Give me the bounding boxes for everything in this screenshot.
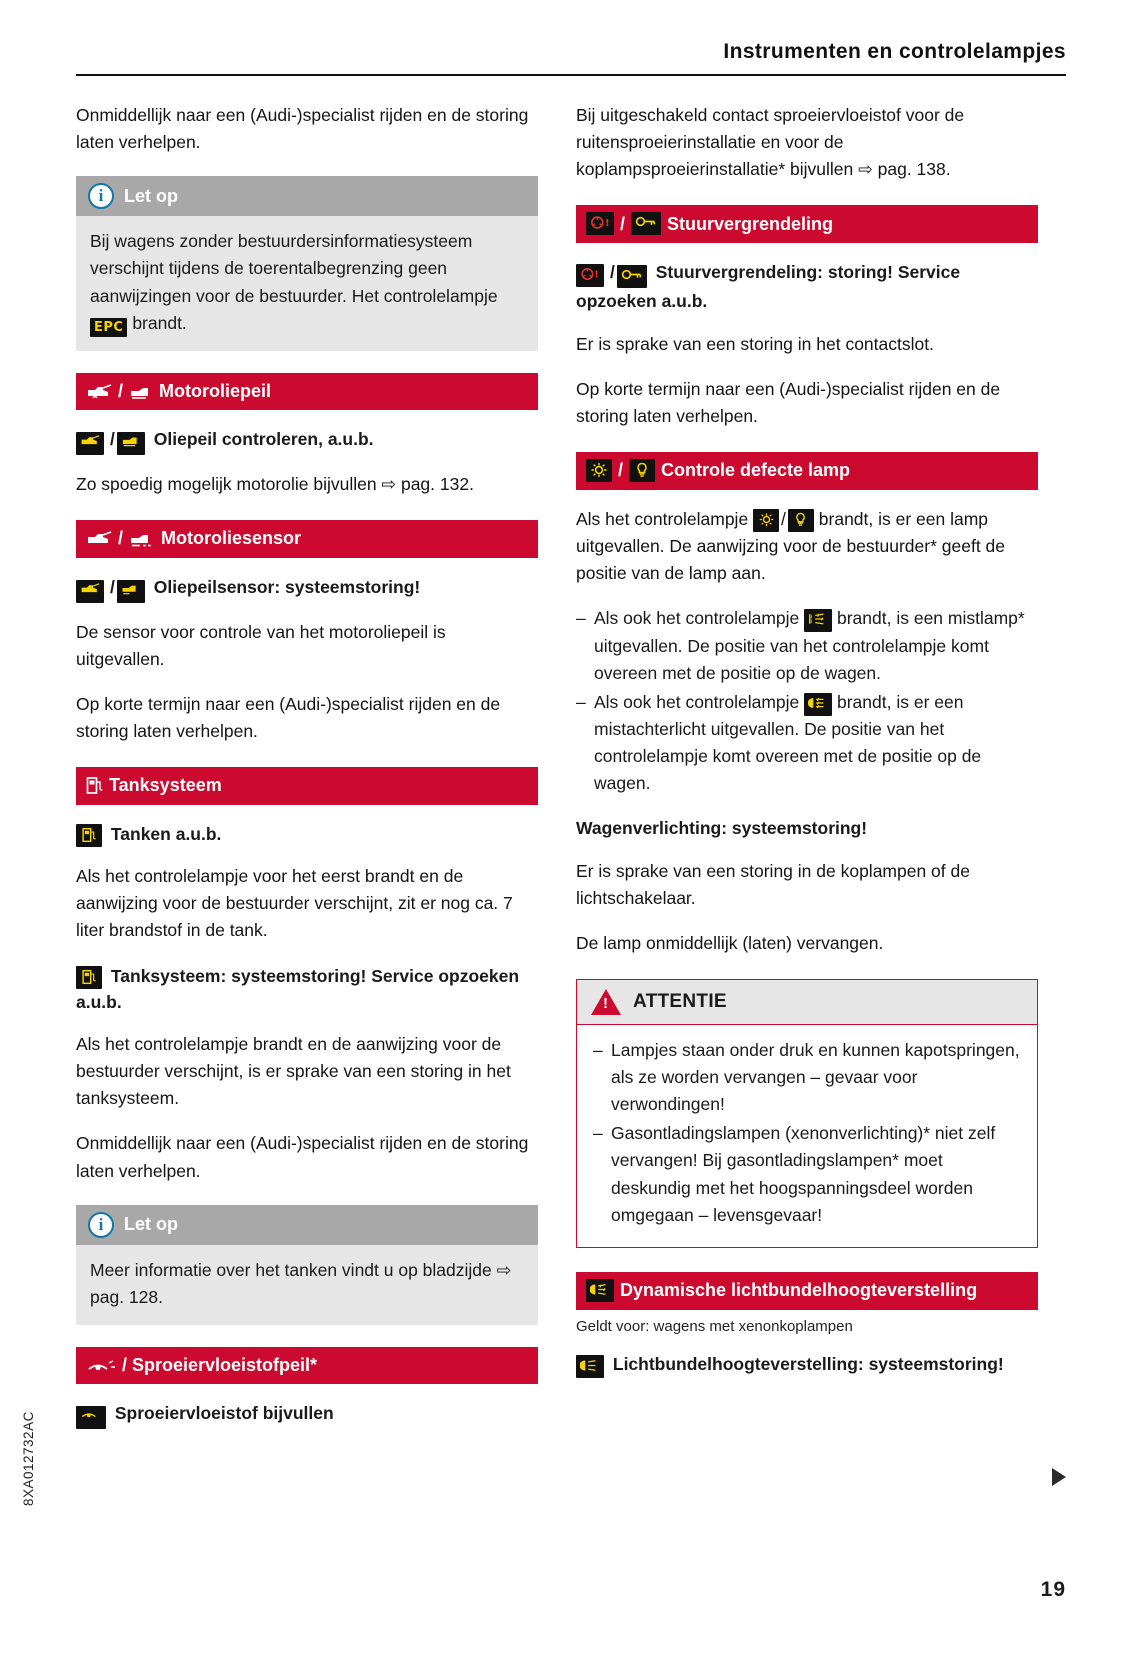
- section-bar-oil-sensor: [76, 520, 538, 558]
- attention-box: [576, 979, 1038, 1248]
- list-item: [576, 605, 1038, 686]
- subhead-vehicle-lighting-fault: Wagenverlichting: systeemstoring!: [576, 818, 868, 839]
- document-code: 8XA012732AC: [21, 1411, 36, 1506]
- left-intro-paragraph: Onmiddellijk naar een (Audi-)specialist rijden en de storing laten verhelpen.: [76, 105, 529, 153]
- section-bar-washer-fluid-title: / Sproeiervloeistofpeil*: [122, 1354, 318, 1375]
- section-bar-fuel-system: [76, 767, 538, 805]
- subhead-refuel-text: Tanken a.u.b.: [110, 823, 222, 844]
- fuel-pump-icon: [86, 774, 103, 797]
- subhead-headlight-range-fault: [576, 1351, 1038, 1378]
- subhead-washer-refill-text: Sproeiervloeistof bijvullen: [114, 1403, 334, 1424]
- paragraph-fuel-1: Als het controlelampje voor het eerst brandt en de aanwijzing voor de bestuurder verschijnt, zit er nog ca. 7 liter brandstof in de tank.: [76, 866, 513, 941]
- attention-box-label: ATTENTIE: [633, 990, 727, 1012]
- subhead-steering-lock-fault: ! / Stuurvergrendeling: storing! Service opzoeken a.u.b.: [576, 262, 961, 312]
- oil-level-icon: [129, 380, 153, 403]
- steering-lock-icon: [586, 212, 614, 235]
- paragraph-oil-sensor-2: Op korte termijn naar een (Audi-)specialist rijden en de storing laten verhelpen.: [76, 694, 501, 742]
- subhead-headlight-range-fault-text: Lichtbundelhoogteverstelling: systeemstoring!: [612, 1353, 1004, 1374]
- list-item: – Gasontladingslampen (xenonverlichting)* niet zelf vervangen! Bij gasontladingslampen* moet deskundig met het hoogspanningsdeel worden omgegaan – levensgevaar!: [593, 1120, 1021, 1229]
- key-icon: [631, 212, 661, 235]
- svg-text:!: !: [605, 218, 610, 230]
- attention-box-body: [577, 1025, 1037, 1247]
- right-column: [576, 102, 1038, 1445]
- bullet-rearfog-a: Als ook het controlelampje: [594, 691, 805, 712]
- subhead-fuel-fault: [76, 963, 538, 1016]
- section-bar-engine-oil-level-title: Motoroliepeil: [159, 380, 272, 401]
- section-bar-steering-lock: [576, 205, 1038, 243]
- bulb-failure-icon: [586, 459, 612, 482]
- oil-can-icon: [86, 527, 112, 550]
- list-item: [576, 689, 1038, 798]
- note-box-1-label: Let op: [124, 185, 178, 206]
- subhead-check-oil-level: / Oliepeil controleren, a.u.b.: [76, 426, 538, 455]
- paragraph-steering-lock-2: Op korte termijn naar een (Audi-)specialist rijden en de storing laten verhelpen.: [576, 378, 1001, 426]
- section-bar-headlight-range-title: Dynamische lichtbundelhoogteverstelling: [620, 1280, 978, 1300]
- bulb-icon: [629, 459, 655, 482]
- page-number: 19: [1040, 1578, 1066, 1601]
- paragraph-bulb-1-a: Als het controlelampje: [576, 509, 754, 529]
- attention-box-header: [577, 980, 1037, 1025]
- steering-lock-icon-inline: [576, 264, 604, 287]
- section-bar-steering-lock-title: Stuurvergrendeling: [667, 213, 834, 234]
- info-icon: i: [88, 1212, 114, 1238]
- paragraph-lighting-3: De lamp onmiddellijk (laten) vervangen.: [576, 932, 884, 953]
- section-bar-engine-oil-level: [76, 373, 538, 411]
- rear-fog-lamp-icon: [804, 693, 832, 716]
- subhead-refuel: [76, 821, 538, 847]
- section-bar-oil-sensor-sep: /: [118, 528, 124, 549]
- epc-badge-icon: EPC: [90, 318, 127, 337]
- subhead-washer-refill: [76, 1400, 538, 1429]
- applies-to-note: Geldt voor: wagens met xenonkoplampen: [576, 1317, 853, 1335]
- two-column-body: [76, 102, 1066, 1445]
- paragraph-bulb-1-b: brandt, is er een lamp uitgevallen. De aanwijzing voor de bestuurder* geeft de positie van de lamp aan.: [576, 509, 1006, 584]
- bulb-icon-inline: [788, 509, 814, 532]
- section-bar-engine-oil-level-sep: /: [118, 380, 124, 401]
- paragraph-oil-refill: Zo spoedig mogelijk motorolie bijvullen ⇨ pag. 132.: [76, 474, 474, 495]
- subhead-oil-sensor-fault-text: Oliepeilsensor: systeemstoring!: [153, 576, 421, 597]
- svg-text:!: !: [594, 269, 599, 281]
- headlight-range-icon-inline: [576, 1355, 604, 1378]
- washer-fluid-icon-inline: [76, 1406, 106, 1429]
- section-bar-bulb-failure-sep: /: [618, 460, 624, 481]
- note-box-1: [76, 176, 538, 351]
- bulb-failure-icon-inline: [753, 509, 779, 532]
- note-box-2-body: Meer informatie over het tanken vindt u op bladzijde ⇨ pag. 128.: [76, 1245, 538, 1325]
- oil-can-icon-inline: [76, 432, 104, 455]
- section-bar-bulb-failure-title: Controle defecte lamp: [661, 460, 851, 481]
- section-bar-bulb-failure: [576, 452, 1038, 490]
- bullet-fog-a: Als ook het controlelampje: [594, 608, 805, 629]
- section-bar-washer-fluid: [76, 1347, 538, 1385]
- right-intro-paragraph: Bij uitgeschakeld contact sproeiervloeistof voor de ruitensproeierinstallatie en voor de koplampsproeierinstallatie* bijvullen ⇨ pag. 138.: [576, 105, 965, 180]
- paragraph-bulb-1: Als het controlelampje / brandt, is er een lamp uitgevallen. De aanwijzing voor de bestuurder* geeft de positie van de lamp aan.: [576, 509, 1006, 584]
- section-bar-headlight-range: [576, 1272, 1038, 1310]
- paragraph-oil-sensor-1: De sensor voor controle van het motoroliepeil is uitgevallen.: [76, 621, 446, 669]
- fog-lamp-icon: [804, 609, 832, 632]
- oil-level-icon-inline: [117, 432, 145, 455]
- oil-sensor-icon-inline: [117, 580, 145, 603]
- list-item: – Lampjes staan onder druk en kunnen kapotspringen, als ze worden vervangen – gevaar voor verwondingen!: [593, 1037, 1021, 1118]
- section-bar-fuel-system-title: Tanksysteem: [109, 775, 222, 796]
- subhead-check-oil-level-text: Oliepeil controleren, a.u.b.: [153, 429, 374, 450]
- oil-sensor-icon: [129, 527, 155, 550]
- paragraph-lighting-2: Er is sprake van een storing in de koplampen of de lichtschakelaar.: [576, 860, 970, 908]
- paragraph-fuel-2: Als het controlelampje brandt en de aanwijzing voor de bestuurder verschijnt, is er sprake van een storing in het tanksysteem.: [76, 1034, 511, 1109]
- section-bar-oil-sensor-title: Motoroliesensor: [161, 528, 302, 549]
- page-header: Instrumenten en controlelampjes: [76, 40, 1066, 76]
- left-column: [76, 102, 538, 1445]
- fuel-pump-icon-inline: [76, 824, 102, 847]
- subhead-fuel-fault-text: Tanksysteem: systeemstoring! Service opzoeken a.u.b.: [76, 965, 520, 1012]
- note-box-1-text-b: brandt.: [127, 312, 187, 333]
- oil-can-icon-inline: [76, 580, 104, 603]
- continue-arrow-icon: [1052, 1468, 1066, 1486]
- bullet-rearfog-b: brandt, is er een mistachterlicht uitgevallen. De positie van het controlelampje komt overeen met de positie op de wagen.: [594, 691, 982, 794]
- subhead-oil-sensor-fault: / Oliepeilsensor: systeemstoring!: [76, 574, 538, 603]
- bullet-fog-b: brandt, is een mistlamp* uitgevallen. De positie van het controlelampje komt overeen met de positie op de wagen.: [594, 608, 1025, 683]
- note-box-2-header: [76, 1205, 538, 1245]
- note-box-2: [76, 1205, 538, 1325]
- attention-list: [593, 1037, 1021, 1229]
- fuel-pump-icon-inline: [76, 966, 102, 989]
- note-box-1-header: [76, 176, 538, 216]
- paragraph-fuel-3: Onmiddellijk naar een (Audi-)specialist rijden en de storing laten verhelpen.: [76, 1133, 529, 1181]
- note-box-1-body: [76, 216, 538, 351]
- subhead-steering-lock-fault-text: Stuurvergrendeling: storing! Service opzoeken a.u.b.: [576, 262, 961, 312]
- key-icon-inline: [617, 265, 647, 288]
- bulb-bullet-list: [576, 605, 1038, 797]
- paragraph-steering-lock-1: Er is sprake van een storing in het contactslot.: [576, 333, 934, 354]
- warning-triangle-icon: [591, 989, 621, 1015]
- note-box-1-text-a: Bij wagens zonder bestuurdersinformatiesysteem verschijnt tijdens de toerentalbegrenzing geen aanwijzingen voor de bestuurder. Het controlelampje: [90, 231, 498, 306]
- section-bar-steering-lock-sep: /: [620, 213, 626, 234]
- info-icon: i: [88, 183, 114, 209]
- note-box-2-label: Let op: [124, 1214, 178, 1235]
- washer-fluid-icon: [86, 1354, 116, 1377]
- headlight-range-icon: [586, 1279, 614, 1302]
- oil-can-icon: [86, 380, 112, 403]
